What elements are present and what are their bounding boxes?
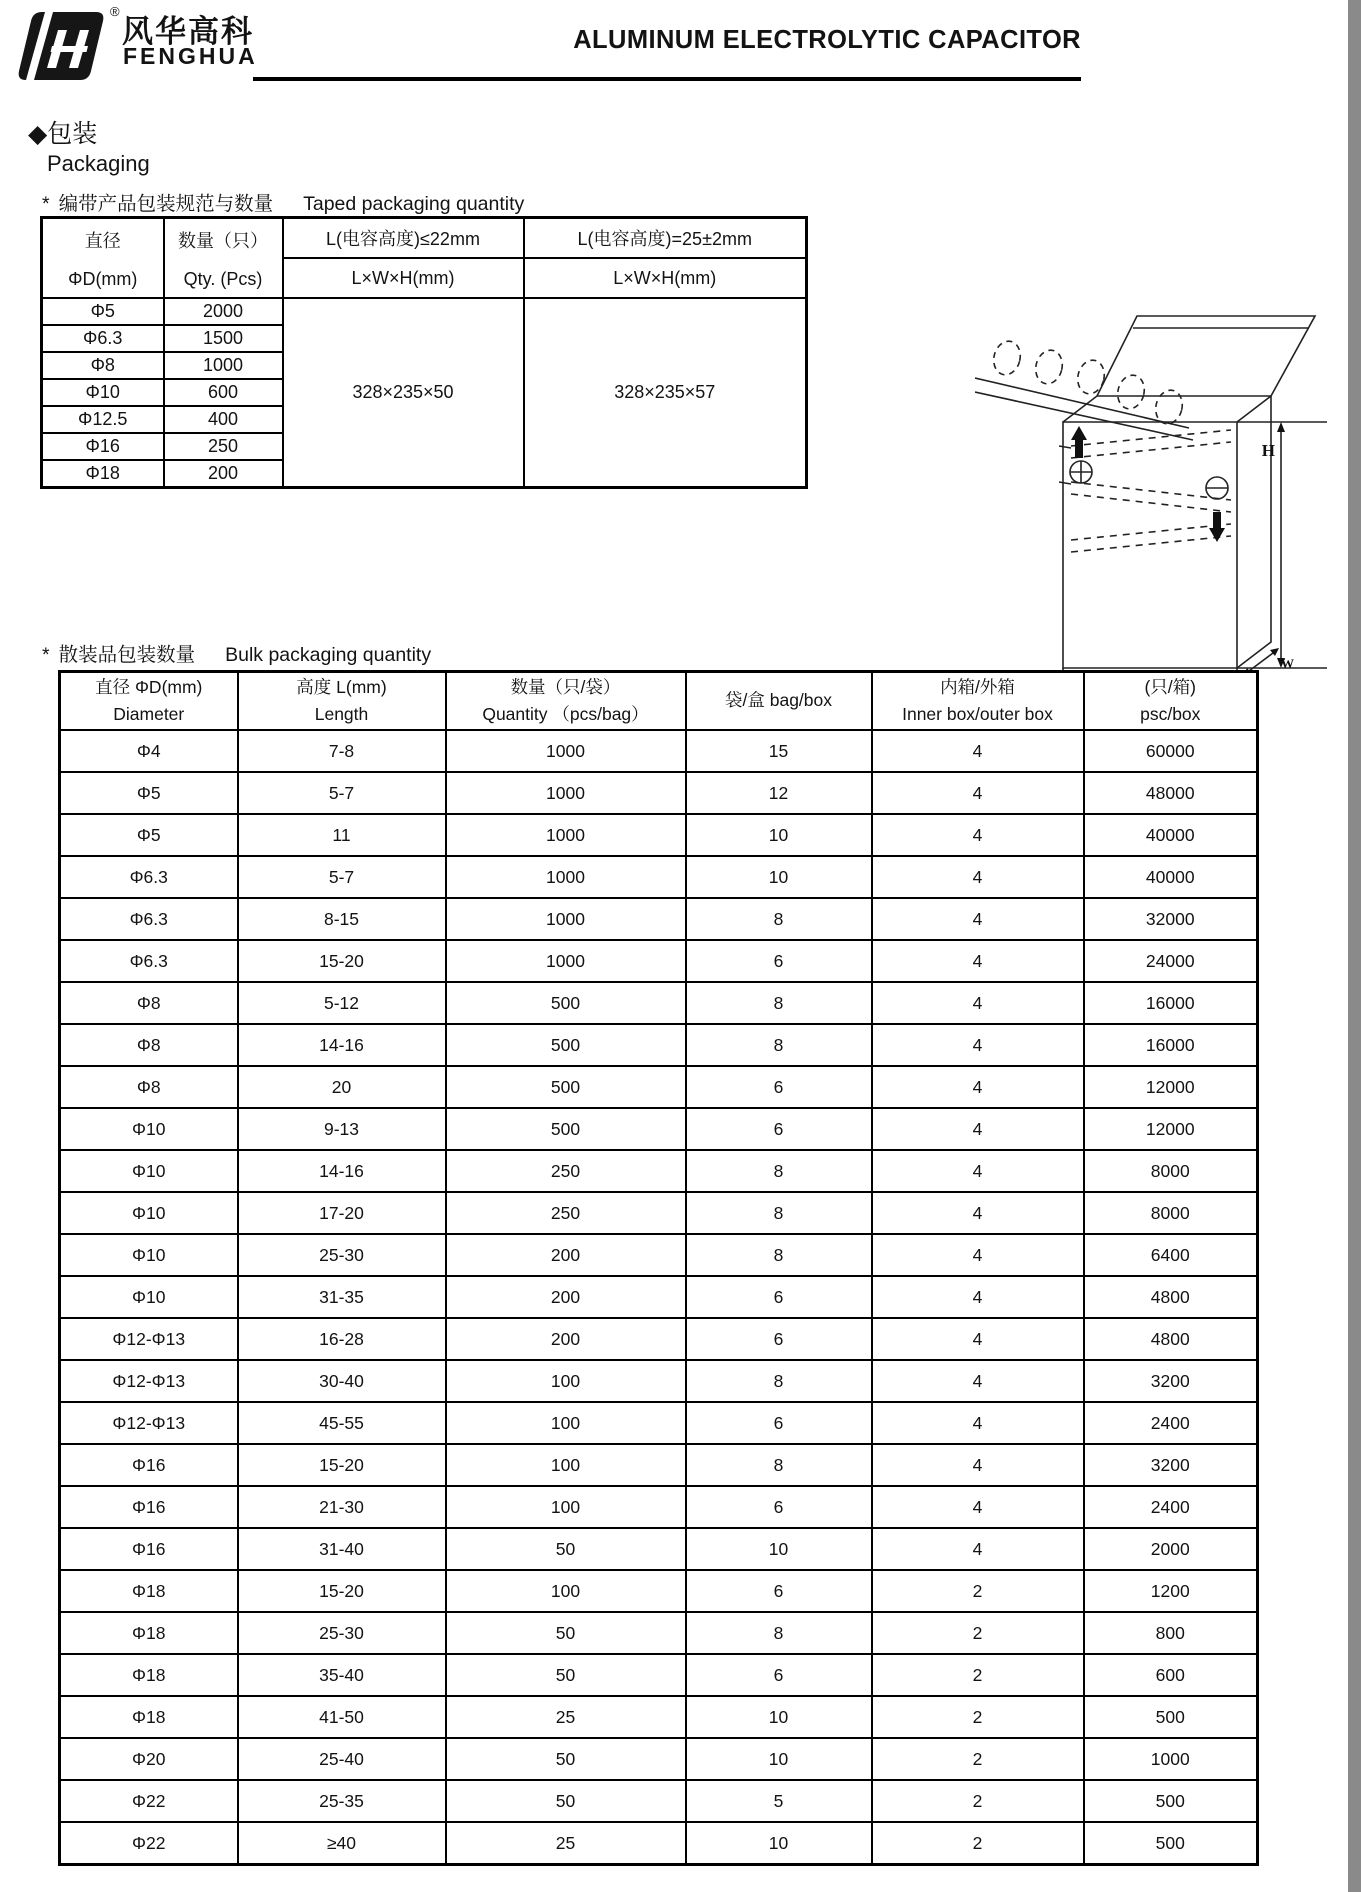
asterisk-marker: * bbox=[42, 644, 50, 666]
inner-outer-box-cell: 4 bbox=[872, 940, 1084, 982]
quantity-cell: 2000 bbox=[164, 298, 283, 325]
length-cell: 5-12 bbox=[238, 982, 446, 1024]
pcs-per-box-cell: 40000 bbox=[1084, 856, 1258, 898]
diameter-cell: Φ22 bbox=[60, 1822, 238, 1865]
qty-per-bag-column-header: 数量（只/袋） Quantity （pcs/bag） bbox=[446, 672, 686, 731]
down-arrow-icon bbox=[1209, 512, 1225, 542]
pcs-per-box-cell: 500 bbox=[1084, 1780, 1258, 1822]
inner-outer-box-cell: 4 bbox=[872, 1318, 1084, 1360]
diameter-cell: Φ22 bbox=[60, 1780, 238, 1822]
tape-tick bbox=[1059, 446, 1071, 484]
bag-per-box-cell: 6 bbox=[686, 1108, 872, 1150]
qty-per-bag-cell: 500 bbox=[446, 1024, 686, 1066]
diameter-cell: Φ8 bbox=[60, 1024, 238, 1066]
length-cell: 14-16 bbox=[238, 1024, 446, 1066]
pcs-per-box-cell: 2000 bbox=[1084, 1528, 1258, 1570]
inner-outer-box-cell: 4 bbox=[872, 898, 1084, 940]
bag-per-box-cell: 15 bbox=[686, 730, 872, 772]
box-right-face bbox=[1237, 396, 1271, 668]
diameter-cell: Φ10 bbox=[60, 1192, 238, 1234]
qty-per-bag-cell: 1000 bbox=[446, 730, 686, 772]
inner-outer-box-cell: 4 bbox=[872, 1234, 1084, 1276]
qty-per-bag-cell: 200 bbox=[446, 1318, 686, 1360]
diameter-cell: Φ16 bbox=[60, 1486, 238, 1528]
inner-outer-box-column-header: 内箱/外箱 Inner box/outer box bbox=[872, 672, 1084, 731]
pcs-per-box-cell: 12000 bbox=[1084, 1108, 1258, 1150]
bag-per-box-cell: 8 bbox=[686, 1234, 872, 1276]
length-cell: 15-20 bbox=[238, 940, 446, 982]
length-cell: 15-20 bbox=[238, 1444, 446, 1486]
inner-outer-box-cell: 4 bbox=[872, 1276, 1084, 1318]
inner-outer-box-cell: 2 bbox=[872, 1570, 1084, 1612]
diameter-cell: Φ5 bbox=[60, 772, 238, 814]
qty-per-bag-cell: 500 bbox=[446, 1066, 686, 1108]
bag-per-box-cell: 8 bbox=[686, 1024, 872, 1066]
plus-polarity-icon bbox=[1070, 461, 1092, 483]
inner-outer-box-cell: 4 bbox=[872, 1192, 1084, 1234]
diameter-cell: Φ6.3 bbox=[42, 325, 164, 352]
diameter-cell: Φ12-Φ13 bbox=[60, 1360, 238, 1402]
bag-per-box-cell: 8 bbox=[686, 1150, 872, 1192]
header-rule bbox=[253, 77, 1081, 81]
bag-per-box-cell: 10 bbox=[686, 1696, 872, 1738]
bag-per-box-cell: 6 bbox=[686, 1570, 872, 1612]
diameter-column-header: 直径 ΦD(mm) bbox=[42, 218, 164, 299]
diameter-cell: Φ10 bbox=[42, 379, 164, 406]
section-title-cn: ◆包装 bbox=[28, 120, 98, 148]
pcs-per-box-cell: 24000 bbox=[1084, 940, 1258, 982]
inner-outer-box-cell: 4 bbox=[872, 1150, 1084, 1192]
bag-per-box-cell: 6 bbox=[686, 1402, 872, 1444]
diameter-cell: Φ20 bbox=[60, 1738, 238, 1780]
bag-per-box-cell: 8 bbox=[686, 1444, 872, 1486]
bag-per-box-cell: 10 bbox=[686, 1528, 872, 1570]
diameter-cell: Φ10 bbox=[60, 1150, 238, 1192]
length-cell: 17-20 bbox=[238, 1192, 446, 1234]
table-row bbox=[42, 298, 807, 325]
length-cell: 25-35 bbox=[238, 1780, 446, 1822]
quantity-cell: 600 bbox=[164, 379, 283, 406]
length-cell: 45-55 bbox=[238, 1402, 446, 1444]
qty-per-bag-cell: 250 bbox=[446, 1192, 686, 1234]
table-row bbox=[60, 1612, 1258, 1654]
diameter-cell: Φ16 bbox=[42, 433, 164, 460]
pcs-per-box-cell: 1200 bbox=[1084, 1570, 1258, 1612]
bag-per-box-column-header: 袋/盒 bag/box bbox=[686, 672, 872, 731]
length-cell: 11 bbox=[238, 814, 446, 856]
pcs-per-box-cell: 16000 bbox=[1084, 982, 1258, 1024]
length-cell: 21-30 bbox=[238, 1486, 446, 1528]
fenghua-logo-icon bbox=[12, 8, 112, 84]
diameter-cell: Φ5 bbox=[60, 814, 238, 856]
table-row bbox=[60, 1360, 1258, 1402]
table-row bbox=[60, 1066, 1258, 1108]
length-cell: 35-40 bbox=[238, 1654, 446, 1696]
inner-outer-box-cell: 4 bbox=[872, 1360, 1084, 1402]
inner-outer-box-cell: 2 bbox=[872, 1738, 1084, 1780]
pcs-per-box-cell: 1000 bbox=[1084, 1738, 1258, 1780]
bag-per-box-cell: 10 bbox=[686, 856, 872, 898]
qty-per-bag-cell: 500 bbox=[446, 982, 686, 1024]
inner-outer-box-cell: 2 bbox=[872, 1822, 1084, 1865]
tape-strip bbox=[975, 378, 1193, 440]
diameter-cell: Φ6.3 bbox=[60, 898, 238, 940]
bag-per-box-cell: 8 bbox=[686, 1360, 872, 1402]
bag-per-box-cell: 8 bbox=[686, 982, 872, 1024]
lwh-le22-header: L×W×H(mm) bbox=[283, 258, 524, 298]
h-extension-lines bbox=[1237, 422, 1327, 668]
inner-outer-box-cell: 4 bbox=[872, 1108, 1084, 1150]
length-cell: 31-35 bbox=[238, 1276, 446, 1318]
table-header-row bbox=[42, 218, 807, 259]
qty-per-bag-cell: 1000 bbox=[446, 940, 686, 982]
diameter-cell: Φ18 bbox=[60, 1612, 238, 1654]
bag-per-box-cell: 10 bbox=[686, 1822, 872, 1865]
pcs-per-box-cell: 48000 bbox=[1084, 772, 1258, 814]
quantity-column-header: 数量（只） Qty. (Pcs) bbox=[164, 218, 283, 299]
quantity-cell: 250 bbox=[164, 433, 283, 460]
pcs-per-box-cell: 8000 bbox=[1084, 1192, 1258, 1234]
inner-outer-box-cell: 4 bbox=[872, 772, 1084, 814]
table-row bbox=[60, 1822, 1258, 1865]
bag-per-box-cell: 10 bbox=[686, 814, 872, 856]
diameter-cell: Φ12-Φ13 bbox=[60, 1402, 238, 1444]
table-row bbox=[60, 1444, 1258, 1486]
length-cell: ≥40 bbox=[238, 1822, 446, 1865]
length-cell: 8-15 bbox=[238, 898, 446, 940]
taped-capacitors bbox=[990, 338, 1185, 426]
page-title: ALUMINUM ELECTROLYTIC CAPACITOR bbox=[573, 26, 1081, 54]
table-row bbox=[60, 1402, 1258, 1444]
table-row bbox=[60, 1528, 1258, 1570]
qty-per-bag-cell: 100 bbox=[446, 1360, 686, 1402]
quantity-cell: 1000 bbox=[164, 352, 283, 379]
quantity-cell: 1500 bbox=[164, 325, 283, 352]
diameter-cell: Φ10 bbox=[60, 1234, 238, 1276]
taped-table-body bbox=[42, 298, 807, 488]
table-row bbox=[60, 1024, 1258, 1066]
bulk-table-body bbox=[60, 730, 1258, 1865]
bag-per-box-cell: 10 bbox=[686, 1738, 872, 1780]
length-cell: 15-20 bbox=[238, 1570, 446, 1612]
diameter-cell: Φ18 bbox=[60, 1696, 238, 1738]
pcs-per-box-cell: 32000 bbox=[1084, 898, 1258, 940]
length-cell: 16-28 bbox=[238, 1318, 446, 1360]
inner-outer-box-cell: 4 bbox=[872, 1528, 1084, 1570]
table-header-row bbox=[60, 672, 1258, 731]
pcs-per-box-cell: 60000 bbox=[1084, 730, 1258, 772]
inner-outer-box-cell: 4 bbox=[872, 1024, 1084, 1066]
table-row bbox=[60, 1696, 1258, 1738]
qty-per-bag-cell: 25 bbox=[446, 1822, 686, 1865]
pcs-per-box-cell: 3200 bbox=[1084, 1360, 1258, 1402]
pcs-per-box-cell: 3200 bbox=[1084, 1444, 1258, 1486]
pcs-per-box-cell: 500 bbox=[1084, 1822, 1258, 1865]
bag-per-box-cell: 6 bbox=[686, 1654, 872, 1696]
qty-per-bag-cell: 200 bbox=[446, 1234, 686, 1276]
height-eq25-column-header: L(电容高度)=25±2mm bbox=[524, 218, 807, 259]
minus-polarity-icon bbox=[1206, 477, 1228, 499]
up-arrow-icon bbox=[1071, 426, 1087, 458]
length-cell: 31-40 bbox=[238, 1528, 446, 1570]
inner-outer-box-cell: 4 bbox=[872, 1066, 1084, 1108]
table-row bbox=[60, 940, 1258, 982]
scan-edge bbox=[1348, 0, 1361, 1892]
taped-section-title: * 编带产品包装规范与数量 Taped packaging quantity bbox=[42, 193, 525, 215]
inner-outer-box-cell: 4 bbox=[872, 1444, 1084, 1486]
asterisk-marker: * bbox=[42, 193, 50, 215]
taped-packing-box-diagram bbox=[975, 300, 1335, 700]
diameter-cell: Φ6.3 bbox=[60, 940, 238, 982]
h-dimension-label: H bbox=[1261, 441, 1275, 460]
diameter-cell: Φ4 bbox=[60, 730, 238, 772]
length-column-header: 高度 L(mm) Length bbox=[238, 672, 446, 731]
pcs-per-box-column-header: (只/箱) psc/box bbox=[1084, 672, 1258, 731]
qty-per-bag-cell: 100 bbox=[446, 1486, 686, 1528]
length-cell: 5-7 bbox=[238, 856, 446, 898]
length-cell: 5-7 bbox=[238, 772, 446, 814]
inner-outer-box-cell: 4 bbox=[872, 982, 1084, 1024]
qty-per-bag-cell: 50 bbox=[446, 1528, 686, 1570]
diameter-cell: Φ10 bbox=[60, 1108, 238, 1150]
qty-per-bag-cell: 100 bbox=[446, 1570, 686, 1612]
section-title-en: Packaging bbox=[47, 151, 150, 176]
diameter-cell: Φ5 bbox=[42, 298, 164, 325]
diameter-cell: Φ6.3 bbox=[60, 856, 238, 898]
length-cell: 20 bbox=[238, 1066, 446, 1108]
box-front-face bbox=[1063, 422, 1237, 668]
pcs-per-box-cell: 2400 bbox=[1084, 1402, 1258, 1444]
qty-per-bag-cell: 100 bbox=[446, 1402, 686, 1444]
pcs-per-box-cell: 4800 bbox=[1084, 1276, 1258, 1318]
inner-outer-box-cell: 4 bbox=[872, 856, 1084, 898]
taped-packaging-table bbox=[40, 216, 808, 489]
qty-per-bag-cell: 25 bbox=[446, 1696, 686, 1738]
qty-per-bag-cell: 1000 bbox=[446, 814, 686, 856]
pcs-per-box-cell: 2400 bbox=[1084, 1486, 1258, 1528]
registered-mark-icon: ® bbox=[110, 4, 120, 19]
qty-per-bag-cell: 100 bbox=[446, 1444, 686, 1486]
pcs-per-box-cell: 800 bbox=[1084, 1612, 1258, 1654]
table-row bbox=[60, 814, 1258, 856]
table-row bbox=[60, 1234, 1258, 1276]
w-dimension-label: W bbox=[1281, 656, 1294, 671]
table-row bbox=[60, 1780, 1258, 1822]
bag-per-box-cell: 5 bbox=[686, 1780, 872, 1822]
table-row bbox=[60, 1486, 1258, 1528]
table-row bbox=[60, 856, 1258, 898]
length-cell: 25-40 bbox=[238, 1738, 446, 1780]
diameter-cell: Φ18 bbox=[42, 460, 164, 488]
length-cell: 30-40 bbox=[238, 1360, 446, 1402]
qty-per-bag-cell: 1000 bbox=[446, 898, 686, 940]
pcs-per-box-cell: 12000 bbox=[1084, 1066, 1258, 1108]
bag-per-box-cell: 8 bbox=[686, 898, 872, 940]
table-row bbox=[60, 1192, 1258, 1234]
diamond-bullet-icon: ◆ bbox=[28, 120, 48, 148]
table-row bbox=[60, 1150, 1258, 1192]
inner-outer-box-cell: 4 bbox=[872, 1486, 1084, 1528]
pcs-per-box-cell: 8000 bbox=[1084, 1150, 1258, 1192]
bag-per-box-cell: 6 bbox=[686, 940, 872, 982]
inner-outer-box-cell: 2 bbox=[872, 1696, 1084, 1738]
pcs-per-box-cell: 600 bbox=[1084, 1654, 1258, 1696]
table-row bbox=[60, 1276, 1258, 1318]
length-cell: 25-30 bbox=[238, 1612, 446, 1654]
table-row bbox=[60, 1654, 1258, 1696]
brand-name-en: FENGHUA bbox=[123, 43, 258, 69]
diameter-cell: Φ16 bbox=[60, 1444, 238, 1486]
length-cell: 41-50 bbox=[238, 1696, 446, 1738]
bulk-section-title: * 散装品包装数量 Bulk packaging quantity bbox=[42, 644, 432, 666]
height-le22-column-header: L(电容高度)≤22mm bbox=[283, 218, 524, 259]
table-row bbox=[60, 1318, 1258, 1360]
qty-per-bag-cell: 250 bbox=[446, 1150, 686, 1192]
pcs-per-box-cell: 16000 bbox=[1084, 1024, 1258, 1066]
bag-per-box-cell: 6 bbox=[686, 1486, 872, 1528]
qty-per-bag-cell: 50 bbox=[446, 1738, 686, 1780]
diameter-cell: Φ8 bbox=[60, 1066, 238, 1108]
length-cell: 7-8 bbox=[238, 730, 446, 772]
bag-per-box-cell: 8 bbox=[686, 1612, 872, 1654]
qty-per-bag-cell: 1000 bbox=[446, 856, 686, 898]
qty-per-bag-cell: 500 bbox=[446, 1108, 686, 1150]
lwh-eq25-header: L×W×H(mm) bbox=[524, 258, 807, 298]
length-cell: 14-16 bbox=[238, 1150, 446, 1192]
length-cell: 25-30 bbox=[238, 1234, 446, 1276]
table-row bbox=[60, 730, 1258, 772]
diameter-cell: Φ10 bbox=[60, 1276, 238, 1318]
table-row bbox=[60, 772, 1258, 814]
diameter-cell: Φ12.5 bbox=[42, 406, 164, 433]
quantity-cell: 200 bbox=[164, 460, 283, 488]
inner-outer-box-cell: 2 bbox=[872, 1612, 1084, 1654]
qty-per-bag-cell: 200 bbox=[446, 1276, 686, 1318]
pcs-per-box-cell: 500 bbox=[1084, 1696, 1258, 1738]
pcs-per-box-cell: 40000 bbox=[1084, 814, 1258, 856]
diameter-column-header: 直径 ΦD(mm) Diameter bbox=[60, 672, 238, 731]
table-row bbox=[60, 1108, 1258, 1150]
inner-outer-box-cell: 2 bbox=[872, 1654, 1084, 1696]
diameter-cell: Φ12-Φ13 bbox=[60, 1318, 238, 1360]
inner-outer-box-cell: 4 bbox=[872, 1402, 1084, 1444]
diameter-cell: Φ16 bbox=[60, 1528, 238, 1570]
bag-per-box-cell: 12 bbox=[686, 772, 872, 814]
diameter-cell: Φ18 bbox=[60, 1654, 238, 1696]
box-size-eq25-cell: 328×235×57 bbox=[524, 298, 807, 488]
pcs-per-box-cell: 4800 bbox=[1084, 1318, 1258, 1360]
quantity-cell: 400 bbox=[164, 406, 283, 433]
qty-per-bag-cell: 1000 bbox=[446, 772, 686, 814]
box-size-le22-cell: 328×235×50 bbox=[283, 298, 524, 488]
table-row bbox=[60, 898, 1258, 940]
table-row bbox=[60, 1738, 1258, 1780]
brand-name-cn: 风华高科 bbox=[122, 14, 254, 49]
bulk-packaging-table bbox=[58, 670, 1259, 1866]
bag-per-box-cell: 6 bbox=[686, 1066, 872, 1108]
diameter-cell: Φ8 bbox=[42, 352, 164, 379]
inner-outer-box-cell: 2 bbox=[872, 1780, 1084, 1822]
bag-per-box-cell: 6 bbox=[686, 1276, 872, 1318]
bag-per-box-cell: 8 bbox=[686, 1192, 872, 1234]
table-row bbox=[60, 982, 1258, 1024]
qty-per-bag-cell: 50 bbox=[446, 1612, 686, 1654]
diameter-cell: Φ18 bbox=[60, 1570, 238, 1612]
diameter-cell: Φ8 bbox=[60, 982, 238, 1024]
qty-per-bag-cell: 50 bbox=[446, 1654, 686, 1696]
table-row bbox=[60, 1570, 1258, 1612]
bag-per-box-cell: 6 bbox=[686, 1318, 872, 1360]
qty-per-bag-cell: 50 bbox=[446, 1780, 686, 1822]
inner-outer-box-cell: 4 bbox=[872, 730, 1084, 772]
inner-outer-box-cell: 4 bbox=[872, 814, 1084, 856]
length-cell: 9-13 bbox=[238, 1108, 446, 1150]
pcs-per-box-cell: 6400 bbox=[1084, 1234, 1258, 1276]
